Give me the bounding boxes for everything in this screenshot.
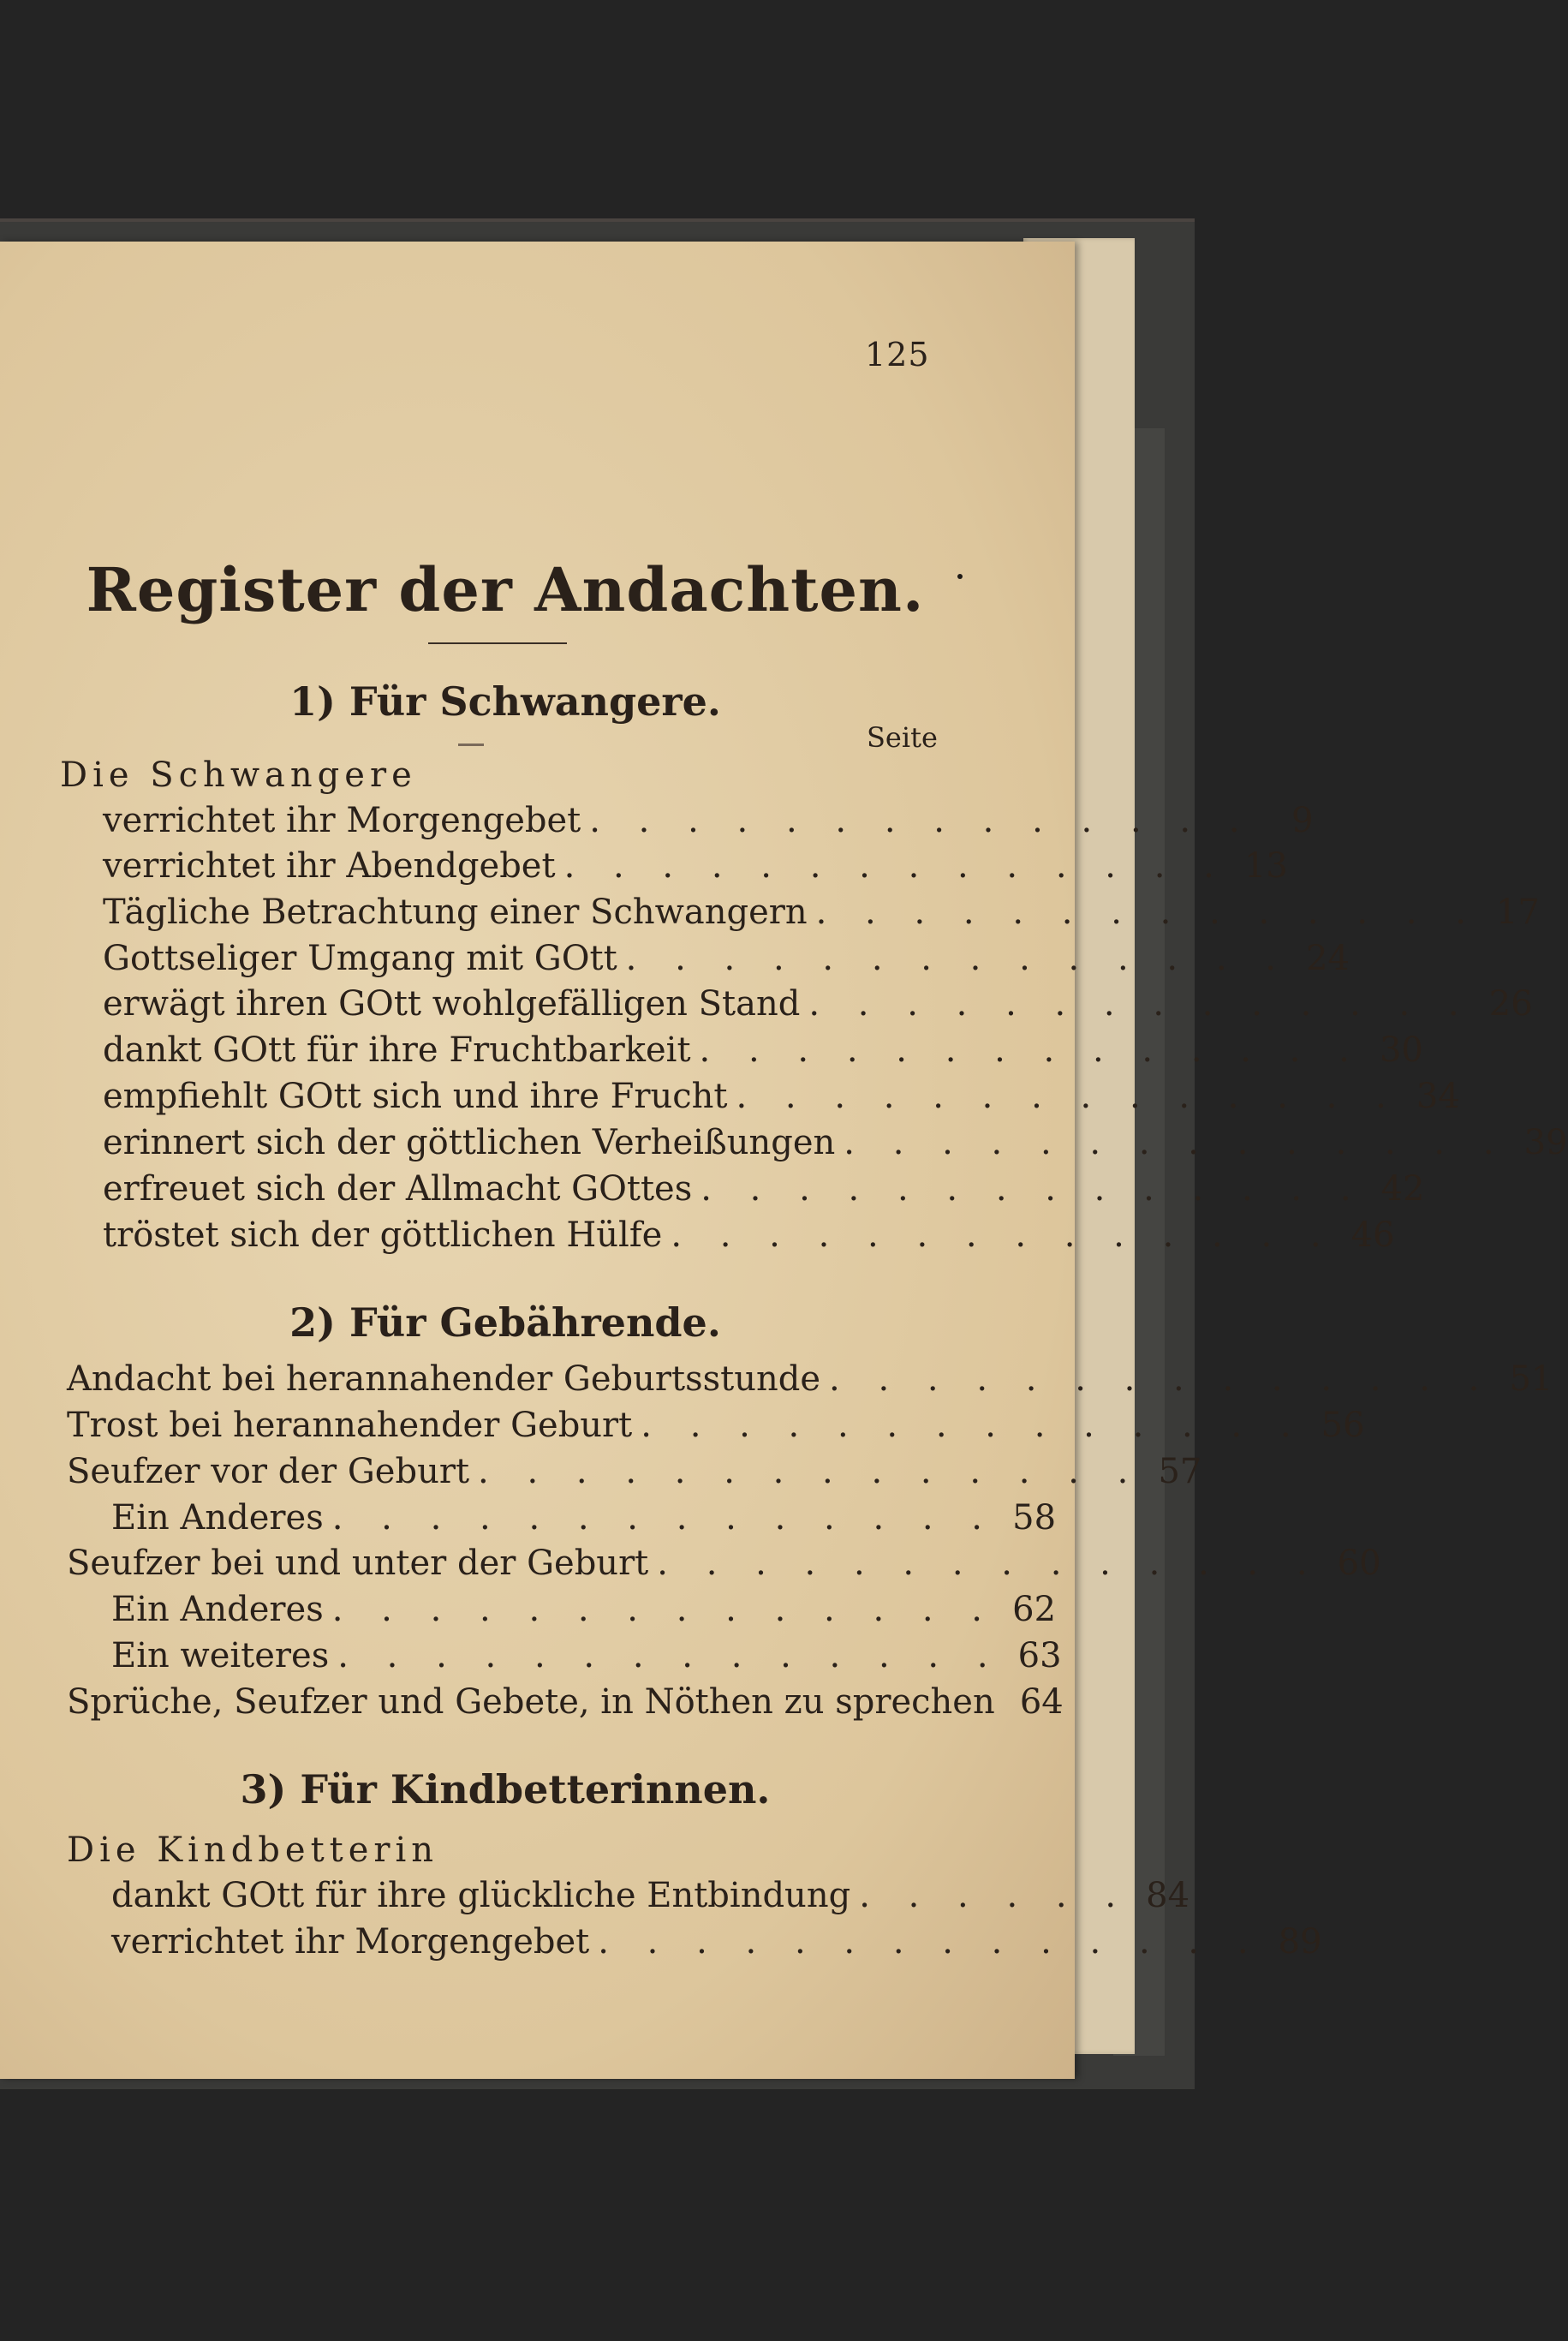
book-page [0,242,1568,2079]
group-label-schwangere: Die Schwangere [60,755,417,795]
toc-entry: dankt GOtt für ihre Fruchtbarkeit . . . . . . . . . . . . . . 30 [103,1030,1423,1070]
toc-entry: Seufzer bei und unter der Geburt . . . . . . . . . . . . . . 60 [67,1544,1381,1583]
toc-entry: Sprüche, Seufzer und Gebete, in Nöthen zu sprechen 64 [67,1682,1064,1722]
toc-entry: Gottseliger Umgang mit GOtt . . . . . . . . . . . . . . 24 [103,939,1350,978]
toc-entry: Trost bei herannahender Geburt . . . . . . . . . . . . . . 56 [67,1406,1365,1445]
toc-entry: erinnert sich der göttlichen Verheißungen . . . . . . . . . . . . . . 39 [103,1123,1568,1162]
group-label-kindbetterin: Die Kindbetterin [67,1830,439,1870]
toc-entry: empfiehlt GOtt sich und ihre Frucht . . . . . . . . . . . . . . 34 [103,1077,1460,1116]
toc-entry: verrichtet ihr Abendgebet . . . . . . . . . . . . . . 13 [103,846,1288,886]
toc-entry: Ein Anderes . . . . . . . . . . . . . . 62 [111,1590,1057,1629]
toc-entry: erwägt ihren GOtt wohlgefälligen Stand . . . . . . . . . . . . . . 26 [103,984,1533,1024]
column-header-seite: Seite [867,721,938,754]
section-heading-kindbetterinnen: 3) Für Kindbetterinnen. [240,1766,771,1812]
toc-entry: verrichtet ihr Morgengebet . . . . . . . . . . . . . . 89 [111,1922,1322,1962]
toc-entry: Ein weiteres . . . . . . . . . . . . . . 63 [111,1636,1062,1675]
ink-speck [957,574,963,579]
toc-entry: erfreuet sich der Allmacht GOttes . . . . . . . . . . . . . . 42 [103,1169,1425,1209]
toc-entry: tröstet sich der göttlichen Hülfe . . . . . . . . . . . . . . 46 [103,1215,1395,1255]
toc-entry: Ein Anderes . . . . . . . . . . . . . . 58 [111,1498,1057,1538]
toc-entries [0,242,1568,2079]
toc-entry: Andacht bei herannahender Geburtsstunde . . . . . . . . . . . . . . 51 [67,1359,1553,1399]
section-heading-schwangere: 1) Für Schwangere. [289,678,721,725]
section-heading-gebaehrende: 2) Für Gebährende. [289,1299,721,1346]
page-number: 125 [865,336,930,373]
toc-entry: dankt GOtt für ihre glückliche Entbindung . . . . . . 84 [111,1876,1190,1915]
toc-entry: Tägliche Betrachtung einer Schwangern . . . . . . . . . . . . . . 17 [103,893,1540,932]
toc-entry: verrichtet ihr Morgengebet . . . . . . . . . . . . . . 9 [103,801,1314,840]
page-title: Register der Andachten. [86,554,925,625]
toc-entry: Seufzer vor der Geburt . . . . . . . . . . . . . . 57 [67,1452,1202,1491]
